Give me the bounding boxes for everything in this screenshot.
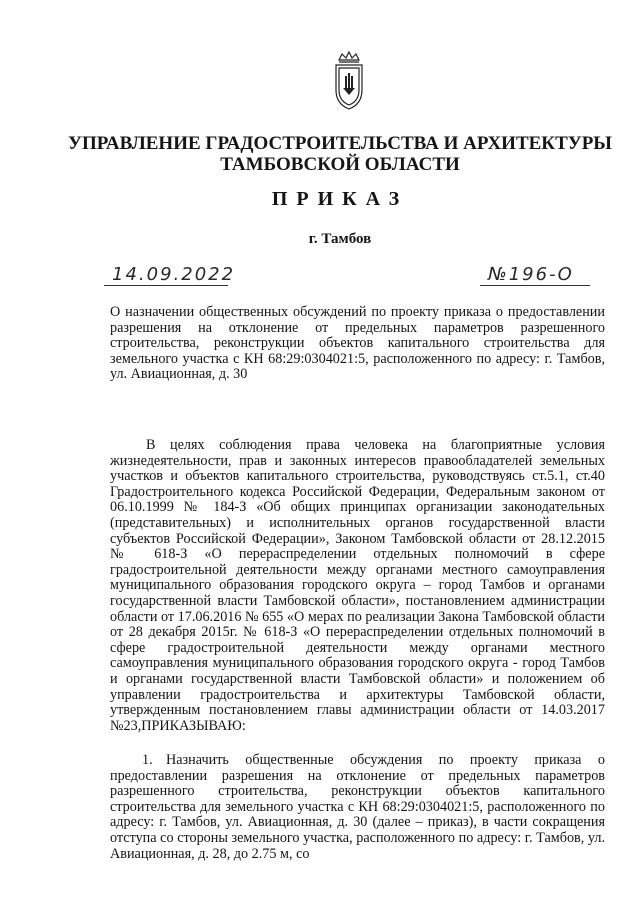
- number-underline: [480, 285, 590, 286]
- handwritten-order-number: №196-О: [488, 264, 574, 285]
- item-text: Назначить общественные обсуждения по проекту приказа о предоставлении разрешения на отклонение от предельных параметров разрешенного строительства, реконструкции объектов капитального строительства для земельного участка с КН 68:29:0304021:5, расположенного по адресу: г. Тамбов, ул. Авиационная, д. 30 (далее – приказ), в части сокращения отступа со стороны земельного участка, расположенного по адресу: г. Тамбов, ул. Авиационная, д. 28, до 2.75 м, со: [110, 752, 605, 862]
- handwritten-date: 14.09.2022: [112, 264, 236, 285]
- preamble-paragraph: В целях соблюдения права человека на благоприятные условия жизнедеятельности, прав и законных интересов правообладателей земельных участков и объектов капитального строительства, руководствуясь ст.5.1, ст.40 Градостроительного кодекса Российской Федерации, Федеральным законом от 06.10.1999 № 184-З «Об общих принципах организации законодательных (представительных) и исполнительных органов государственной власти субъектов Российской Федерации», Законом Тамбовской области от 28.12.2015 № 618-З «О перераспределении отдельных полномочий в сфере градостроительной деятельности между органами местного самоуправления муниципального образования городского округа – город Тамбов и органами государственной власти Тамбовской области», постановлением администрации области от 17.06.2016 № 655 «О мерах по реализации Закона Тамбовской области от 28 декабря 2015г. № 618-З «О перераспределении отдельных полномочий в сфере градостроительной деятельности между органами местного самоуправления муниципального образования городского округа - город Тамбов и органами государственной власти Тамбовской области» и положением об управлении градостроительства и архитектуры Тамбовской области, утвержденным постановлением главы администрации области от 14.03.2017 №23,ПРИКАЗЫВАЮ:: [110, 437, 605, 734]
- item-number: 1.: [142, 752, 153, 768]
- organization-name-line1: УПРАВЛЕНИЕ ГРАДОСТРОИТЕЛЬСТВА И АРХИТЕКТУРЫ: [68, 133, 612, 154]
- coat-of-arms-icon: [331, 50, 367, 112]
- document-type-title: ПРИКАЗ: [271, 188, 409, 210]
- list-item: [110, 753, 605, 862]
- order-subject: О назначении общественных обсуждений по проекту приказа о предоставлении разрешения на отклонение от предельных параметров разрешенного строительства, реконструкции объектов капитального строительства для земельного участка с КН 68:29:0304021:5, расположенного по адресу: г. Тамбов, ул. Авиационная, д. 30: [110, 304, 605, 383]
- organization-name-line2: ТАМБОВСКОЙ ОБЛАСТИ: [220, 154, 460, 175]
- city-label: г. Тамбов: [308, 231, 372, 247]
- date-underline: [104, 285, 228, 286]
